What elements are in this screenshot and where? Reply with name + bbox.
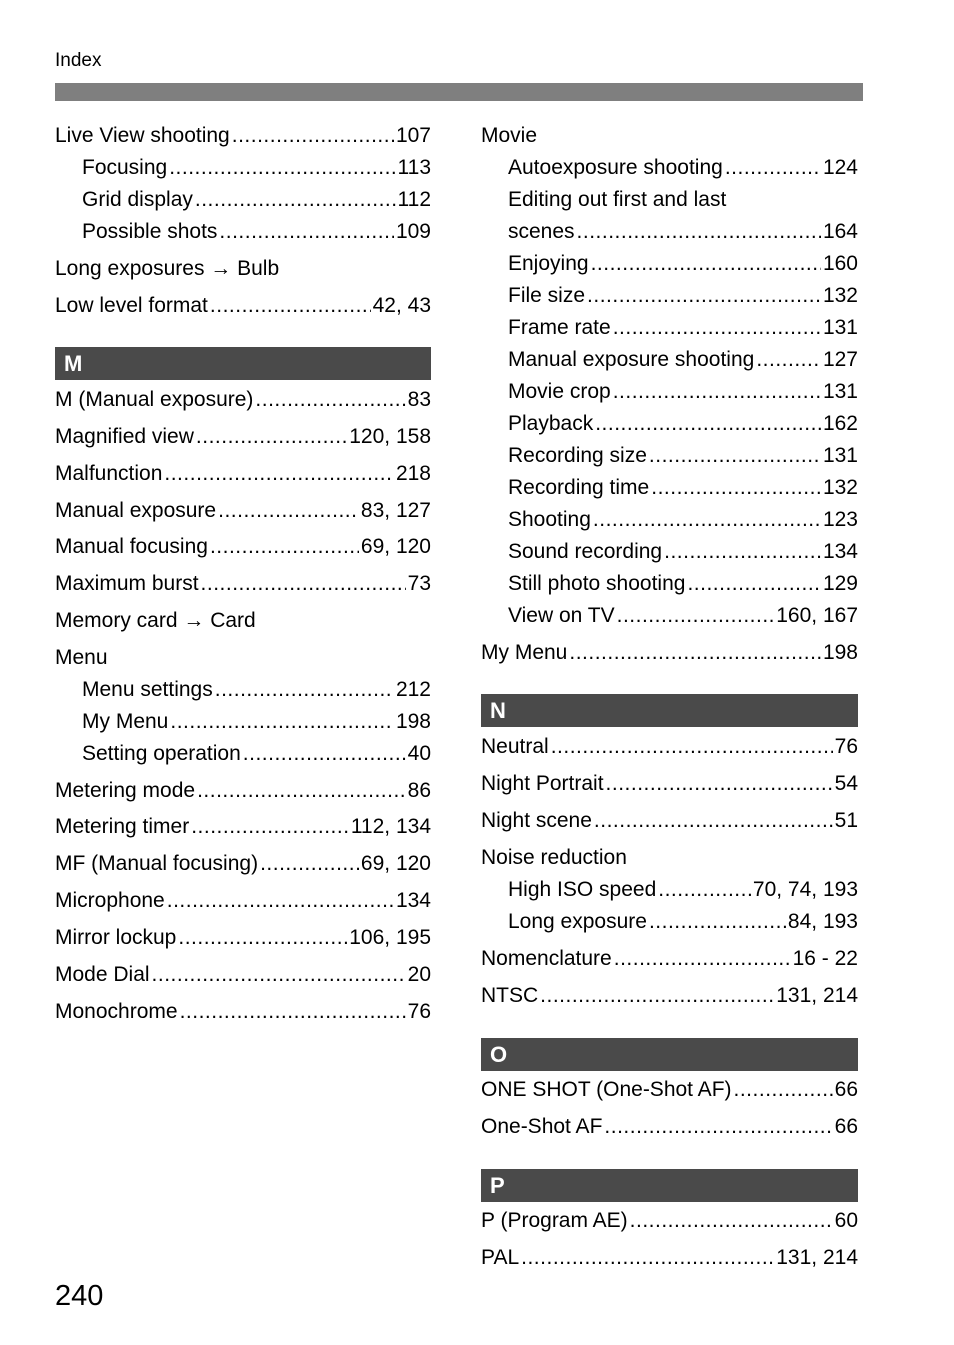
dot-leader — [167, 886, 394, 916]
section-header-m: M — [55, 347, 431, 380]
index-subentry — [508, 313, 858, 343]
entry-term: Shooting — [508, 508, 591, 531]
entry-term: Playback — [508, 412, 594, 435]
entry-term: Menu settings — [82, 678, 213, 701]
entry-term: My Menu — [82, 710, 169, 733]
entry-pages: 134 — [395, 889, 431, 912]
entry-term: ONE SHOT (One-Shot AF) — [481, 1078, 732, 1101]
dot-leader — [170, 707, 394, 737]
entry-term: Editing out first and last — [508, 188, 727, 211]
dot-leader — [260, 849, 359, 879]
index-entry — [55, 960, 431, 990]
index-entry — [55, 532, 431, 562]
entry-pages: 123 — [822, 508, 858, 531]
entry-term: NTSC — [481, 984, 539, 1007]
index-entry — [55, 385, 431, 415]
dot-leader — [180, 997, 406, 1027]
entry-pages: 51 — [834, 809, 858, 832]
dot-leader — [591, 249, 821, 279]
entry-term: Recording size — [508, 444, 647, 467]
entry-term: Maximum burst — [55, 572, 199, 595]
index-subentry — [508, 441, 858, 471]
entry-pages: 66 — [834, 1078, 858, 1101]
entry-term: Malfunction — [55, 462, 163, 485]
entry-pages: 212 — [395, 678, 431, 701]
index-subentry — [82, 675, 431, 705]
dot-leader — [613, 377, 821, 407]
index-entry — [481, 1075, 858, 1105]
entry-term: M (Manual exposure) — [55, 388, 254, 411]
dot-leader — [613, 313, 821, 343]
entry-term: Still photo shooting — [508, 572, 686, 595]
dot-leader — [521, 1243, 774, 1273]
entry-pages: 113 — [397, 156, 431, 179]
dot-leader — [649, 907, 786, 937]
entry-term: Microphone — [55, 889, 165, 912]
dot-leader — [215, 675, 394, 705]
entry-pages: 112 — [397, 188, 431, 211]
index-entry — [55, 291, 431, 321]
dot-leader — [195, 185, 396, 215]
dot-leader — [210, 291, 371, 321]
dot-leader — [604, 1112, 832, 1142]
section-header-n: N — [481, 694, 858, 727]
entry-pages: 218 — [395, 462, 431, 485]
dot-leader — [649, 441, 821, 471]
entry-pages: 109 — [395, 220, 431, 243]
entry-pages: 16 - 22 — [792, 947, 858, 970]
index-entry — [481, 806, 858, 836]
entry-pages: 160 — [822, 252, 858, 275]
dot-leader — [569, 638, 821, 668]
dot-leader — [540, 981, 774, 1011]
dot-leader — [164, 459, 394, 489]
entry-term: Long exposure — [508, 910, 647, 933]
entry-term: Monochrome — [55, 1000, 178, 1023]
dot-leader — [577, 217, 821, 247]
dot-leader — [725, 153, 821, 183]
index-entry — [55, 923, 431, 953]
entry-pages: 131 — [822, 444, 858, 467]
dot-leader — [178, 923, 347, 953]
index-subentry — [82, 217, 431, 247]
index-subentry — [508, 601, 858, 631]
dot-leader — [756, 345, 821, 375]
dot-leader — [606, 769, 833, 799]
dot-leader — [687, 569, 820, 599]
index-entry — [55, 459, 431, 489]
entry-pages: 54 — [834, 772, 858, 795]
entry-term: Metering mode — [55, 779, 196, 802]
index-entry — [55, 254, 431, 284]
entry-term: Setting operation — [82, 742, 241, 765]
entry-pages: 160, 167 — [776, 604, 858, 627]
entry-term: Manual exposure shooting — [508, 348, 755, 371]
entry-term: Movie — [481, 124, 538, 147]
entry-pages: 120, 158 — [349, 425, 431, 448]
entry-term: P (Program AE) — [481, 1209, 628, 1232]
entry-pages: 106, 195 — [349, 926, 431, 949]
entry-term: Enjoying — [508, 252, 589, 275]
index-entry — [481, 981, 858, 1011]
entry-pages: 131, 214 — [776, 1246, 858, 1269]
entry-pages: 70, 74, 193 — [752, 878, 858, 901]
entry-term: Metering timer — [55, 815, 190, 838]
entry-pages: 73 — [407, 572, 431, 595]
entry-pages: 20 — [407, 963, 431, 986]
dot-leader — [734, 1075, 833, 1105]
index-subentry — [508, 875, 858, 905]
index-entry — [55, 606, 431, 636]
entry-term: Night Portrait — [481, 772, 604, 795]
entry-term: Mode Dial — [55, 963, 150, 986]
entry-pages: 198 — [822, 641, 858, 664]
entry-pages: 107 — [395, 124, 431, 147]
dot-leader — [196, 422, 347, 452]
entry-pages: 83, 127 — [360, 499, 431, 522]
dot-leader — [243, 739, 406, 769]
entry-pages: 112, 134 — [350, 815, 431, 838]
entry-pages: 129 — [822, 572, 858, 595]
entry-term: Low level format — [55, 294, 208, 317]
entry-pages: 76 — [407, 1000, 431, 1023]
dot-leader — [191, 812, 349, 842]
index-subentry — [508, 345, 858, 375]
entry-pages: 40 — [407, 742, 431, 765]
entry-pages: 132 — [822, 476, 858, 499]
entry-term: Manual focusing — [55, 535, 208, 558]
entry-pages: 134 — [822, 540, 858, 563]
entry-term: Focusing — [82, 156, 168, 179]
index-subentry — [508, 185, 858, 215]
entry-term: Noise reduction — [481, 846, 627, 869]
entry-pages: 124 — [822, 156, 858, 179]
dot-leader — [664, 537, 821, 567]
entry-term: Manual exposure — [55, 499, 217, 522]
entry-term: High ISO speed — [508, 878, 657, 901]
dot-leader — [651, 473, 821, 503]
index-entry — [481, 769, 858, 799]
entry-term: Sound recording — [508, 540, 663, 563]
entry-term: Live View shooting — [55, 124, 230, 147]
dot-leader — [587, 281, 821, 311]
entry-term: PAL — [481, 1246, 520, 1269]
dot-leader — [201, 569, 406, 599]
index-entry — [55, 643, 431, 673]
index-entry — [481, 1206, 858, 1236]
entry-term: Memory card → Card — [55, 609, 256, 632]
entry-pages: 164 — [822, 220, 858, 243]
index-entry — [481, 732, 858, 762]
entry-pages: 131 — [822, 316, 858, 339]
index-entry — [55, 997, 431, 1027]
entry-pages: 131, 214 — [776, 984, 858, 1007]
index-subentry — [82, 153, 431, 183]
index-subentry — [508, 153, 858, 183]
dot-leader — [658, 875, 751, 905]
index-subentry — [508, 409, 858, 439]
index-entry — [481, 1243, 858, 1273]
entry-pages: 132 — [822, 284, 858, 307]
entry-term: Menu — [55, 646, 108, 669]
dot-leader — [595, 409, 821, 439]
entry-term: scenes — [508, 220, 575, 243]
entry-term: Possible shots — [82, 220, 218, 243]
index-entry — [55, 422, 431, 452]
entry-term: Frame rate — [508, 316, 611, 339]
dot-leader — [551, 732, 833, 762]
dot-leader — [218, 496, 359, 526]
entry-term: Recording time — [508, 476, 650, 499]
entry-pages: 83 — [407, 388, 431, 411]
entry-term: My Menu — [481, 641, 568, 664]
dot-leader — [197, 776, 406, 806]
section-header-o: O — [481, 1038, 858, 1071]
entry-pages: 131 — [822, 380, 858, 403]
entry-term: Nomenclature — [481, 947, 612, 970]
index-subentry — [508, 377, 858, 407]
dot-leader — [630, 1206, 833, 1236]
header-rule — [55, 83, 863, 101]
index-subentry — [508, 537, 858, 567]
index-entry — [481, 1112, 858, 1142]
index-entry — [55, 569, 431, 599]
index-entry — [481, 843, 858, 873]
dot-leader — [255, 385, 405, 415]
index-subentry — [508, 281, 858, 311]
index-subentry — [82, 185, 431, 215]
entry-term: View on TV — [508, 604, 615, 627]
index-entry — [481, 944, 858, 974]
dot-leader — [210, 532, 359, 562]
dot-leader — [614, 944, 791, 974]
entry-pages: 198 — [395, 710, 431, 733]
running-header: Index — [55, 50, 102, 71]
section-header-p: P — [481, 1169, 858, 1202]
entry-pages: 127 — [822, 348, 858, 371]
entry-term: Neutral — [481, 735, 549, 758]
entry-pages: 86 — [407, 779, 431, 802]
entry-term: MF (Manual focusing) — [55, 852, 259, 875]
entry-term: Movie crop — [508, 380, 611, 403]
entry-term: Long exposures → Bulb — [55, 257, 280, 280]
entry-pages: 76 — [834, 735, 858, 758]
dot-leader — [232, 121, 394, 151]
index-subentry — [82, 707, 431, 737]
entry-pages: 84, 193 — [787, 910, 858, 933]
index-entry — [55, 812, 431, 842]
index-subentry — [508, 505, 858, 535]
index-entry — [55, 496, 431, 526]
index-subentry — [82, 739, 431, 769]
index-subentry — [508, 217, 858, 247]
index-subentry — [508, 473, 858, 503]
entry-pages: 60 — [834, 1209, 858, 1232]
entry-term: Magnified view — [55, 425, 194, 448]
entry-pages: 69, 120 — [360, 535, 431, 558]
index-entry — [481, 121, 858, 151]
index-subentry — [508, 569, 858, 599]
index-entry — [55, 121, 431, 151]
dot-leader — [169, 153, 395, 183]
dot-leader — [152, 960, 406, 990]
entry-pages: 42, 43 — [372, 294, 431, 317]
dot-leader — [593, 505, 821, 535]
index-entry — [55, 886, 431, 916]
entry-term: Grid display — [82, 188, 193, 211]
dot-leader — [219, 217, 394, 247]
entry-pages: 162 — [822, 412, 858, 435]
entry-pages: 69, 120 — [360, 852, 431, 875]
entry-term: Mirror lockup — [55, 926, 177, 949]
entry-term: Autoexposure shooting — [508, 156, 723, 179]
index-subentry — [508, 249, 858, 279]
index-entry — [481, 638, 858, 668]
entry-term: Night scene — [481, 809, 592, 832]
entry-term: File size — [508, 284, 586, 307]
dot-leader — [617, 601, 775, 631]
index-entry — [55, 776, 431, 806]
index-subentry — [508, 907, 858, 937]
entry-term: One-Shot AF — [481, 1115, 603, 1138]
page-number: 240 — [55, 1280, 104, 1312]
entry-pages: 66 — [834, 1115, 858, 1138]
dot-leader — [594, 806, 833, 836]
index-entry — [55, 849, 431, 879]
